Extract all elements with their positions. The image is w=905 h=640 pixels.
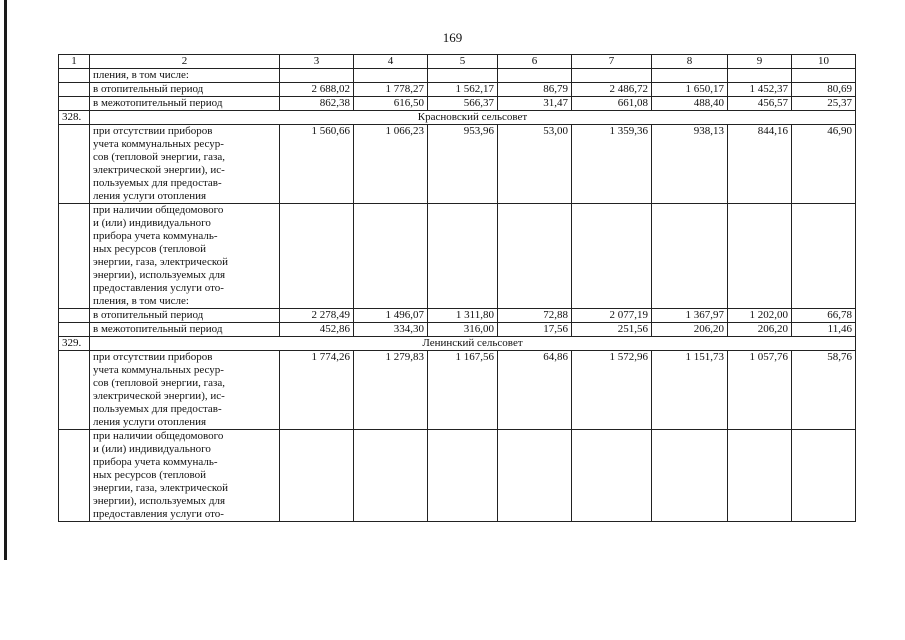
value-cell: 616,50 [354, 97, 428, 111]
description-line: при отсутствии приборов [93, 125, 213, 137]
header-row [59, 55, 856, 69]
value-cell [354, 430, 428, 522]
value-cell [428, 69, 498, 83]
value-cell: 66,78 [792, 309, 856, 323]
value-cell [572, 430, 652, 522]
description-line: предоставления услуги ото- [93, 282, 224, 294]
row-number-cell [59, 430, 90, 522]
row-description [90, 97, 280, 111]
description-line: ных ресурсов (тепловой [93, 243, 206, 255]
value-cell: 2 077,19 [572, 309, 652, 323]
value-cell: 1 151,73 [652, 351, 728, 430]
description-line: и (или) индивидуального [93, 443, 211, 455]
description-line: в межотопительный период [93, 97, 223, 109]
description-line: электрической энергии), ис- [93, 164, 225, 176]
value-cell: 1 167,56 [428, 351, 498, 430]
row-number-cell [59, 97, 90, 111]
value-cell: 86,79 [498, 83, 572, 97]
column-header: 3 [280, 55, 354, 69]
column-header: 6 [498, 55, 572, 69]
description-line: энергии), используемых для [93, 495, 226, 507]
table-row [59, 83, 856, 97]
description-line: и (или) индивидуального [93, 217, 211, 229]
value-cell: 72,88 [498, 309, 572, 323]
page-binding-edge [4, 0, 7, 560]
description-line: пользуемых для предостав- [93, 177, 222, 189]
table-row [59, 69, 856, 83]
value-cell [428, 430, 498, 522]
value-cell: 58,76 [792, 351, 856, 430]
value-cell: 862,38 [280, 97, 354, 111]
description-line: учета коммунальных ресур- [93, 138, 224, 150]
row-description [90, 83, 280, 97]
value-cell: 11,46 [792, 323, 856, 337]
row-description [90, 309, 280, 323]
value-cell [428, 204, 498, 309]
value-cell [280, 69, 354, 83]
table-body [59, 55, 856, 522]
description-line: учета коммунальных ресур- [93, 364, 224, 376]
column-header: 5 [428, 55, 498, 69]
value-cell [792, 69, 856, 83]
row-number-cell [59, 309, 90, 323]
description-line: при отсутствии приборов [93, 351, 213, 363]
value-cell [652, 204, 728, 309]
description-line: в межотопительный период [93, 323, 223, 335]
column-header: 9 [728, 55, 792, 69]
description-line: в отопительный период [93, 309, 204, 321]
value-cell: 1 560,66 [280, 125, 354, 204]
description-line: пользуемых для предостав- [93, 403, 222, 415]
row-number-cell [59, 83, 90, 97]
value-cell: 1 311,80 [428, 309, 498, 323]
column-header: 8 [652, 55, 728, 69]
column-header: 2 [90, 55, 280, 69]
column-header: 4 [354, 55, 428, 69]
value-cell [498, 204, 572, 309]
value-cell [498, 69, 572, 83]
value-cell: 1 066,23 [354, 125, 428, 204]
table-row [59, 125, 856, 204]
value-cell [728, 204, 792, 309]
row-description [90, 323, 280, 337]
value-cell: 316,00 [428, 323, 498, 337]
value-cell [792, 430, 856, 522]
table-row [59, 323, 856, 337]
row-description [90, 125, 280, 204]
value-cell: 206,20 [652, 323, 728, 337]
description-line: пления, в том числе: [93, 69, 189, 81]
value-cell [652, 69, 728, 83]
value-cell: 1 367,97 [652, 309, 728, 323]
value-cell [572, 69, 652, 83]
value-cell: 1 774,26 [280, 351, 354, 430]
column-header: 10 [792, 55, 856, 69]
value-cell: 2 278,49 [280, 309, 354, 323]
column-header: 1 [59, 55, 90, 69]
value-cell: 844,16 [728, 125, 792, 204]
description-line: прибора учета коммуналь- [93, 230, 218, 242]
value-cell [498, 430, 572, 522]
value-cell: 1 562,17 [428, 83, 498, 97]
value-cell [354, 204, 428, 309]
description-line: электрической энергии), ис- [93, 390, 225, 402]
value-cell: 334,30 [354, 323, 428, 337]
value-cell: 452,86 [280, 323, 354, 337]
value-cell: 251,56 [572, 323, 652, 337]
table-row [59, 351, 856, 430]
section-number: 329. [59, 337, 90, 351]
description-line: при наличии общедомового [93, 204, 224, 216]
column-header: 7 [572, 55, 652, 69]
table-row [59, 309, 856, 323]
row-description [90, 351, 280, 430]
value-cell: 80,69 [792, 83, 856, 97]
section-row [59, 337, 856, 351]
value-cell: 31,47 [498, 97, 572, 111]
description-line: сов (тепловой энергии, газа, [93, 151, 225, 163]
value-cell: 2 688,02 [280, 83, 354, 97]
section-title: Ленинский сельсовет [90, 337, 856, 351]
description-line: ления услуги отопления [93, 190, 207, 202]
value-cell: 456,57 [728, 97, 792, 111]
table-row [59, 204, 856, 309]
value-cell: 566,37 [428, 97, 498, 111]
description-line: прибора учета коммуналь- [93, 456, 218, 468]
row-number-cell [59, 69, 90, 83]
section-row [59, 111, 856, 125]
value-cell: 2 486,72 [572, 83, 652, 97]
value-cell: 1 650,17 [652, 83, 728, 97]
row-number-cell [59, 351, 90, 430]
row-description [90, 430, 280, 522]
value-cell: 17,56 [498, 323, 572, 337]
value-cell: 1 359,36 [572, 125, 652, 204]
tariff-table [58, 54, 856, 522]
description-line: энергии, газа, электрической [93, 482, 229, 494]
value-cell: 938,13 [652, 125, 728, 204]
description-line: энергии), используемых для [93, 269, 226, 281]
value-cell: 1 279,83 [354, 351, 428, 430]
row-number-cell [59, 204, 90, 309]
value-cell: 64,86 [498, 351, 572, 430]
value-cell: 46,90 [792, 125, 856, 204]
value-cell [728, 430, 792, 522]
description-line: при наличии общедомового [93, 430, 224, 442]
row-number-cell [59, 323, 90, 337]
row-number-cell [59, 125, 90, 204]
table-row [59, 430, 856, 522]
value-cell [280, 204, 354, 309]
description-line: пления, в том числе: [93, 295, 189, 307]
page-number: 169 [442, 30, 463, 45]
value-cell: 1 572,96 [572, 351, 652, 430]
row-description [90, 204, 280, 309]
value-cell: 1 057,76 [728, 351, 792, 430]
section-number: 328. [59, 111, 90, 125]
value-cell: 1 452,37 [728, 83, 792, 97]
value-cell: 953,96 [428, 125, 498, 204]
description-line: сов (тепловой энергии, газа, [93, 377, 225, 389]
value-cell: 488,40 [652, 97, 728, 111]
description-line: энергии, газа, электрической [93, 256, 229, 268]
value-cell: 25,37 [792, 97, 856, 111]
value-cell [792, 204, 856, 309]
value-cell: 661,08 [572, 97, 652, 111]
value-cell: 1 778,27 [354, 83, 428, 97]
description-line: в отопительный период [93, 83, 204, 95]
value-cell: 1 202,00 [728, 309, 792, 323]
table-row [59, 97, 856, 111]
description-line: ных ресурсов (тепловой [93, 469, 206, 481]
value-cell: 206,20 [728, 323, 792, 337]
row-description [90, 69, 280, 83]
value-cell [572, 204, 652, 309]
section-title: Красновский сельсовет [90, 111, 856, 125]
description-line: ления услуги отопления [93, 416, 207, 428]
description-line: предоставления услуги ото- [93, 508, 224, 520]
value-cell [280, 430, 354, 522]
value-cell [354, 69, 428, 83]
value-cell: 1 496,07 [354, 309, 428, 323]
value-cell: 53,00 [498, 125, 572, 204]
value-cell [728, 69, 792, 83]
value-cell [652, 430, 728, 522]
